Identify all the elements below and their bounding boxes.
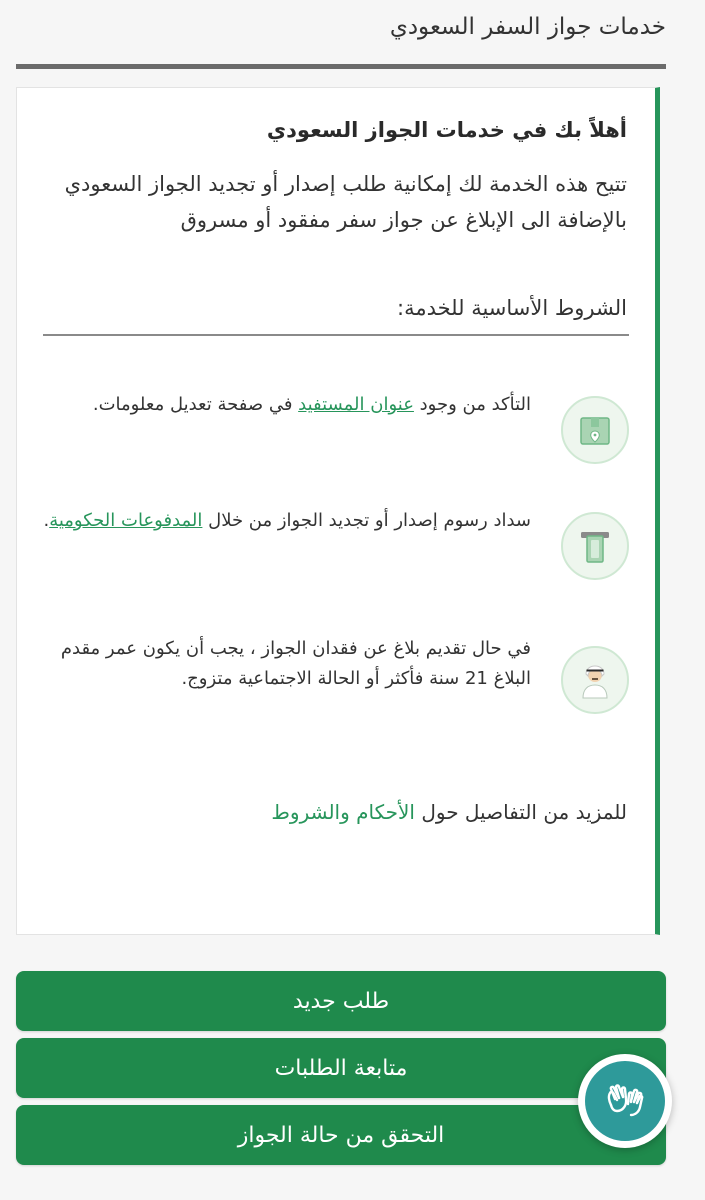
intro-text: تتيح هذه الخدمة لك إمكانية طلب إصدار أو تجديد الجواز السعودي بالإضافة الى الإبلاغ عن جواز سفر مفقود أو مسروق [64,172,627,232]
condition-text-age: في حال تقديم بلاغ عن فقدان الجواز ، يجب أن يكون عمر مقدم البلاغ 21 سنة فأكثر أو الحالة الاجتماعية متزوج. [60,638,531,689]
payment-atm-icon [561,512,629,580]
more-details-text: للمزيد من التفاصيل حول [414,800,627,824]
conditions-title: الشروط الأساسية للخدمة: [397,296,627,320]
condition-text-part: . [43,510,50,531]
more-details [271,800,627,824]
condition-text-payment [43,506,531,536]
condition-text-part: في صفحة تعديل معلومات. [92,394,299,415]
condition-text-address [43,390,531,420]
page-header [16,0,666,69]
condition-text-part: التأكد من وجود [413,394,531,415]
divider [43,334,629,336]
new-request-button[interactable]: طلب جديد [16,971,666,1031]
government-payments-link[interactable]: المدفوعات الحكومية [49,510,203,531]
service-info-card [16,87,660,935]
condition-text-part: سداد رسوم إصدار أو تجديد الجواز من خلال [202,510,531,531]
track-requests-button[interactable]: متابعة الطلبات [16,1038,666,1098]
terms-conditions-link[interactable]: الأحكام والشروط [271,800,415,824]
saudi-man-icon [561,646,629,714]
sign-language-icon [585,1061,665,1141]
page-title: خدمات جواز السفر السعودي [389,14,666,40]
address-box-icon [561,396,629,464]
sign-language-button[interactable] [578,1054,672,1148]
beneficiary-address-link[interactable]: عنوان المستفيد [298,394,414,415]
check-passport-status-button[interactable]: التحقق من حالة الجواز [16,1105,666,1165]
welcome-heading: أهلاً بك في خدمات الجواز السعودي [266,118,627,142]
